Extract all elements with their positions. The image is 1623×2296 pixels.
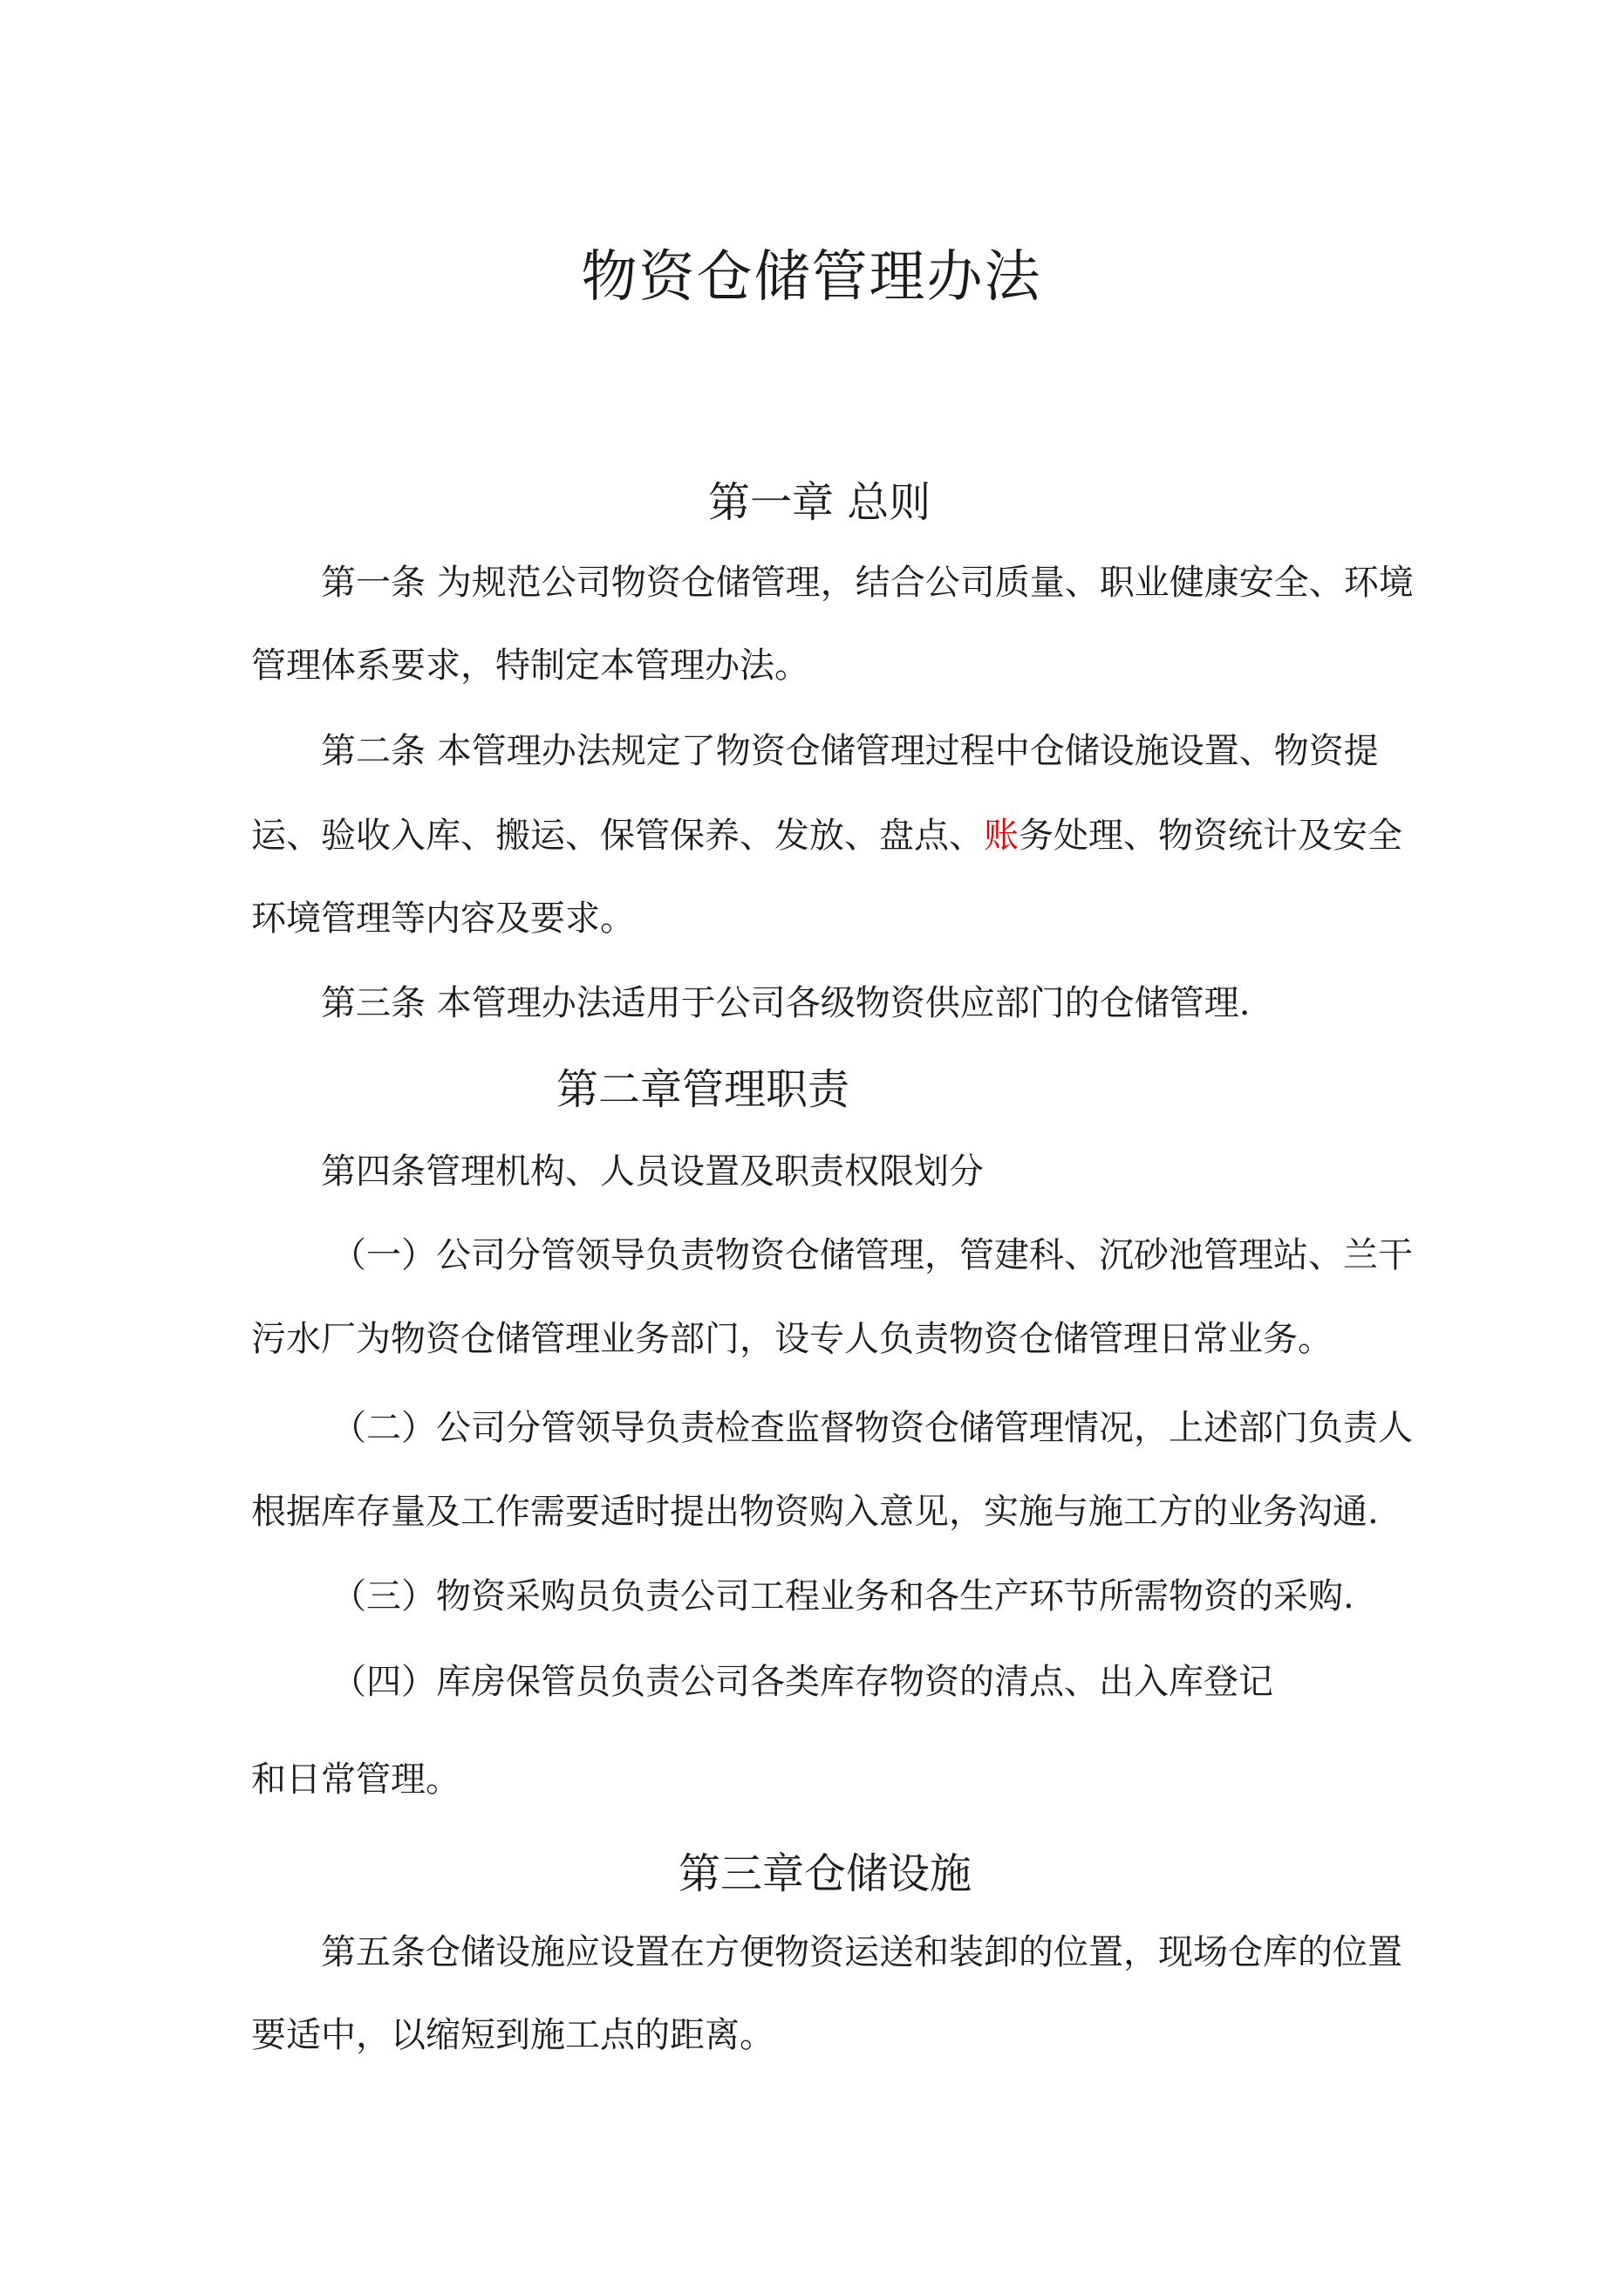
item-4-line-2: 和日常管理。 (251, 1760, 460, 1800)
highlighted-character: 账 (984, 816, 1019, 856)
item-2-line-2: 根据库存量及工作需要适时提出物资购入意见，实施与施工方的业务沟通. (251, 1492, 1379, 1532)
article-2-line-2 (251, 813, 1402, 858)
chapter-1-heading: 第一章 总则 (708, 478, 931, 527)
article-2-line-3: 环境管理等内容及要求。 (251, 899, 635, 939)
item-4-line-1: （四）库房保管员负责公司各类库存物资的清点、出入库登记 (331, 1662, 1273, 1702)
article-1-line-1: 第一条 为规范公司物资仓储管理，结合公司质量、职业健康安全、环境 (321, 563, 1414, 603)
item-3: （三）物资采购员负责公司工程业务和各生产环节所需物资的采购. (331, 1576, 1354, 1616)
article-3: 第三条 本管理办法适用于公司各级物资供应部门的仓储管理. (321, 983, 1251, 1023)
article-5-line-2: 要适中，以缩短到施工点的距离。 (251, 2015, 774, 2055)
chapter-3-heading: 第三章仓储设施 (679, 1849, 972, 1898)
article-4: 第四条管理机构、人员设置及职责权限划分 (321, 1151, 984, 1192)
article-2-line-2-part-b: 务处理、物资统计及安全 (1019, 816, 1402, 856)
item-1-line-1: （一）公司分管领导负责物资仓储管理，管建科、沉砂池管理站、兰干 (331, 1235, 1413, 1275)
document-title: 物资仓储管理办法 (581, 245, 1042, 310)
article-2-line-2-part-a: 运、验收入库、搬运、保管保养、发放、盘点、 (251, 816, 984, 856)
chapter-2-heading: 第二章管理职责 (556, 1065, 850, 1114)
article-2-line-1: 第二条 本管理办法规定了物资仓储管理过程中仓储设施设置、物资提 (321, 731, 1379, 771)
article-1-line-2: 管理体系要求，特制定本管理办法。 (251, 646, 809, 686)
item-1-line-2: 污水厂为物资仓储管理业务部门，设专人负责物资仓储管理日常业务。 (251, 1319, 1333, 1359)
item-2-line-1: （二）公司分管领导负责检查监督物资仓储管理情况，上述部门负责人 (331, 1408, 1413, 1448)
article-5-line-1: 第五条仓储设施应设置在方便物资运送和装卸的位置，现场仓库的位置 (321, 1932, 1402, 1972)
